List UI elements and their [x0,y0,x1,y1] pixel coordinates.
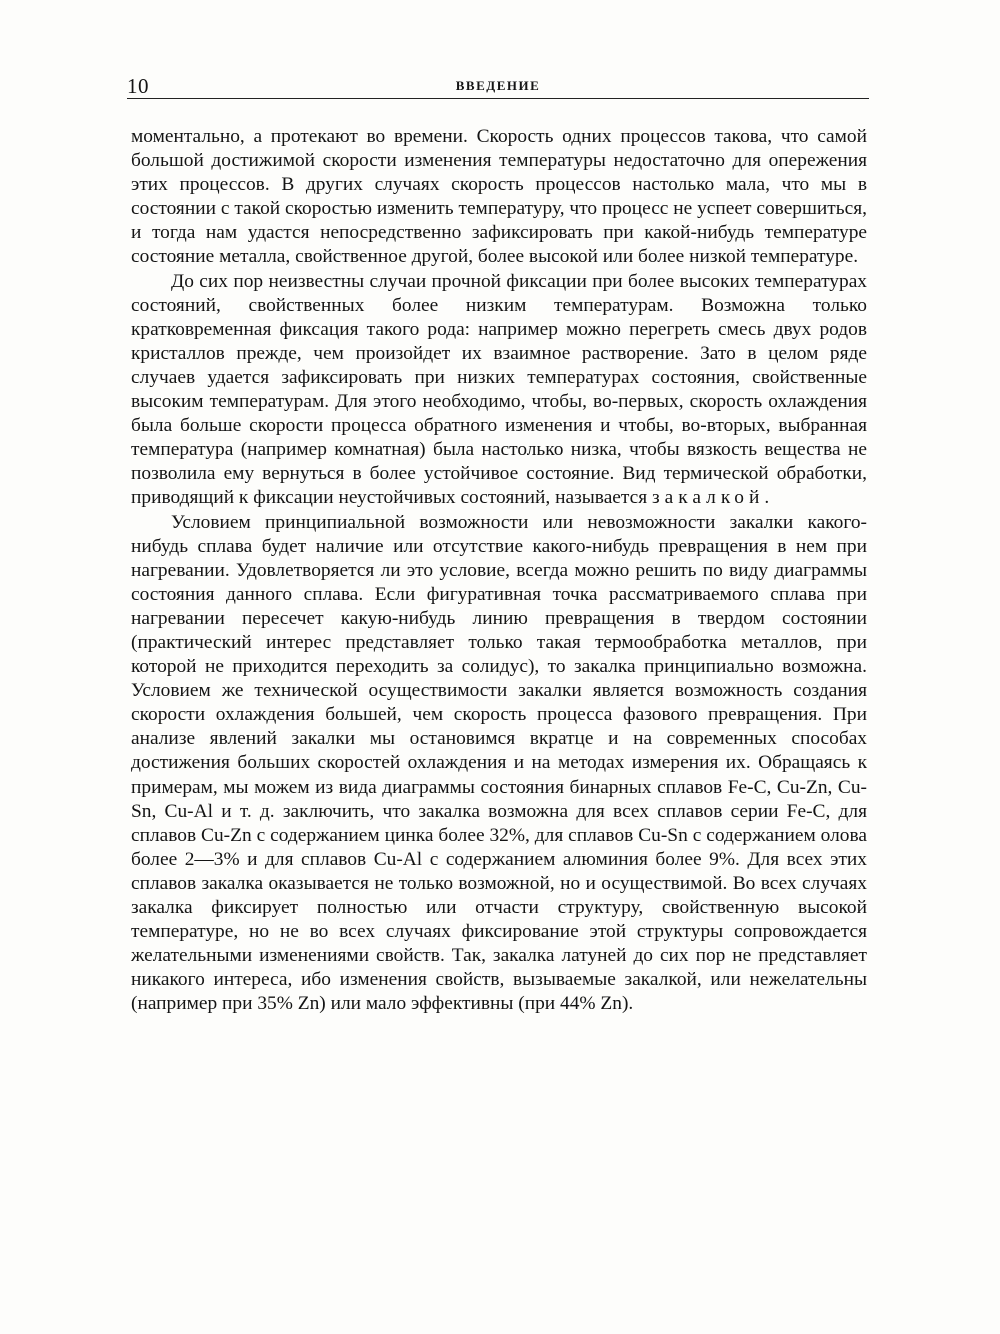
paragraph-3: Условием принципиальной возможности или невозможности закалки какого-нибудь сплава будет наличие или отсутствие какого-нибудь превращения в нем при нагревании. Удовлетворяется ли это условие, всегда можно решить по виду диаграммы состояния данного сплава. Если фигуративная точка рассматриваемого сплава при нагревании пересечет какую-нибудь линию превращения в твердом состоянии (практический интерес представляет только такая термообработка металлов, при которой не приходится переходить за солидус), то закалка принципиально возможна. Условием же технической осуществимости закалки является возможность создания скорости охлаждения большей, чем скорость процесса фазового превращения. При анализе явлений закалки мы остановимся вкратце и на современных способах достижения больших скоростей охлаждения и на методах измерения их. Обращаясь к примерам, мы можем из вида диаграммы состояния бинарных сплавов Fe-C, Cu-Zn, Cu-Sn, Cu-Al и т. д. заключить, что закалка возможна для всех сплавов серии Fe-C, для сплавов Cu-Zn с содержанием цинка более 32%, для сплавов Cu-Sn с содержанием олова более 2—3% и для сплавов Cu-Al с содержанием алюминия более 9%. Для всех этих сплавов закалка оказывается не только возможной, но и осуществимой. Во всех случаях закалка фиксирует полностью или отчасти структуру, свойственную высокой температуре, но не во всех случаях фиксирование этой структуры сопровождается желательными изменениями свойств. Так, закалка латуней до сих пор не представляет никакого интереса, ибо изменения свойств, вызываемые закалкой, или нежелательны (например при 35% Zn) или мало эффективны (при 44% Zn). [131,511,867,1015]
paragraph-2 [131,270,867,511]
page-header [127,74,869,98]
paragraph-2-text: До сих пор неизвестны случаи прочной фиксации при более высоких температурах состояний, свойственных более низким температурам. Возможна только кратковременная фиксация такого рода: например можно перегреть смесь двух родов кристаллов прежде, чем произойдет их взаимное растворение. Зато в целом ряде случаев удается зафиксировать при низких температурах состояния, свойственные высоким температурам. Для этого необходимо, чтобы, во-первых, скорость охлаждения была больше скорости процесса обратного изменения и чтобы, во-вторых, выбранная температура (например комнатная) была настолько низка, чтобы вязкость вещества не позволила ему вернуться в более устойчивое состояние. Вид термической обработки, приводящий к фиксации неустойчивых состояний, называется [131,270,867,509]
body-text [131,125,867,1016]
emphasis-term: закалкой [652,487,765,509]
paragraph-2-end: . [764,487,770,509]
header-rule [127,98,869,99]
running-head: ВВЕДЕНИЕ [455,78,541,93]
paragraph-1: моментально, а протекают во времени. Скорость одних процессов такова, что самой большой достижимой скорости изменения температуры недостаточно для опережения этих процессов. В других случаях скорость процессов настолько мала, что мы в состоянии с такой скоростью изменить температуру, что процесс не успеет совершиться, и тогда нам удастся непосредственно зафиксировать при какой-нибудь температуре состояние металла, свойственное другой, более высокой или более низкой температуре. [131,126,867,268]
page-number: 10 [127,74,149,98]
